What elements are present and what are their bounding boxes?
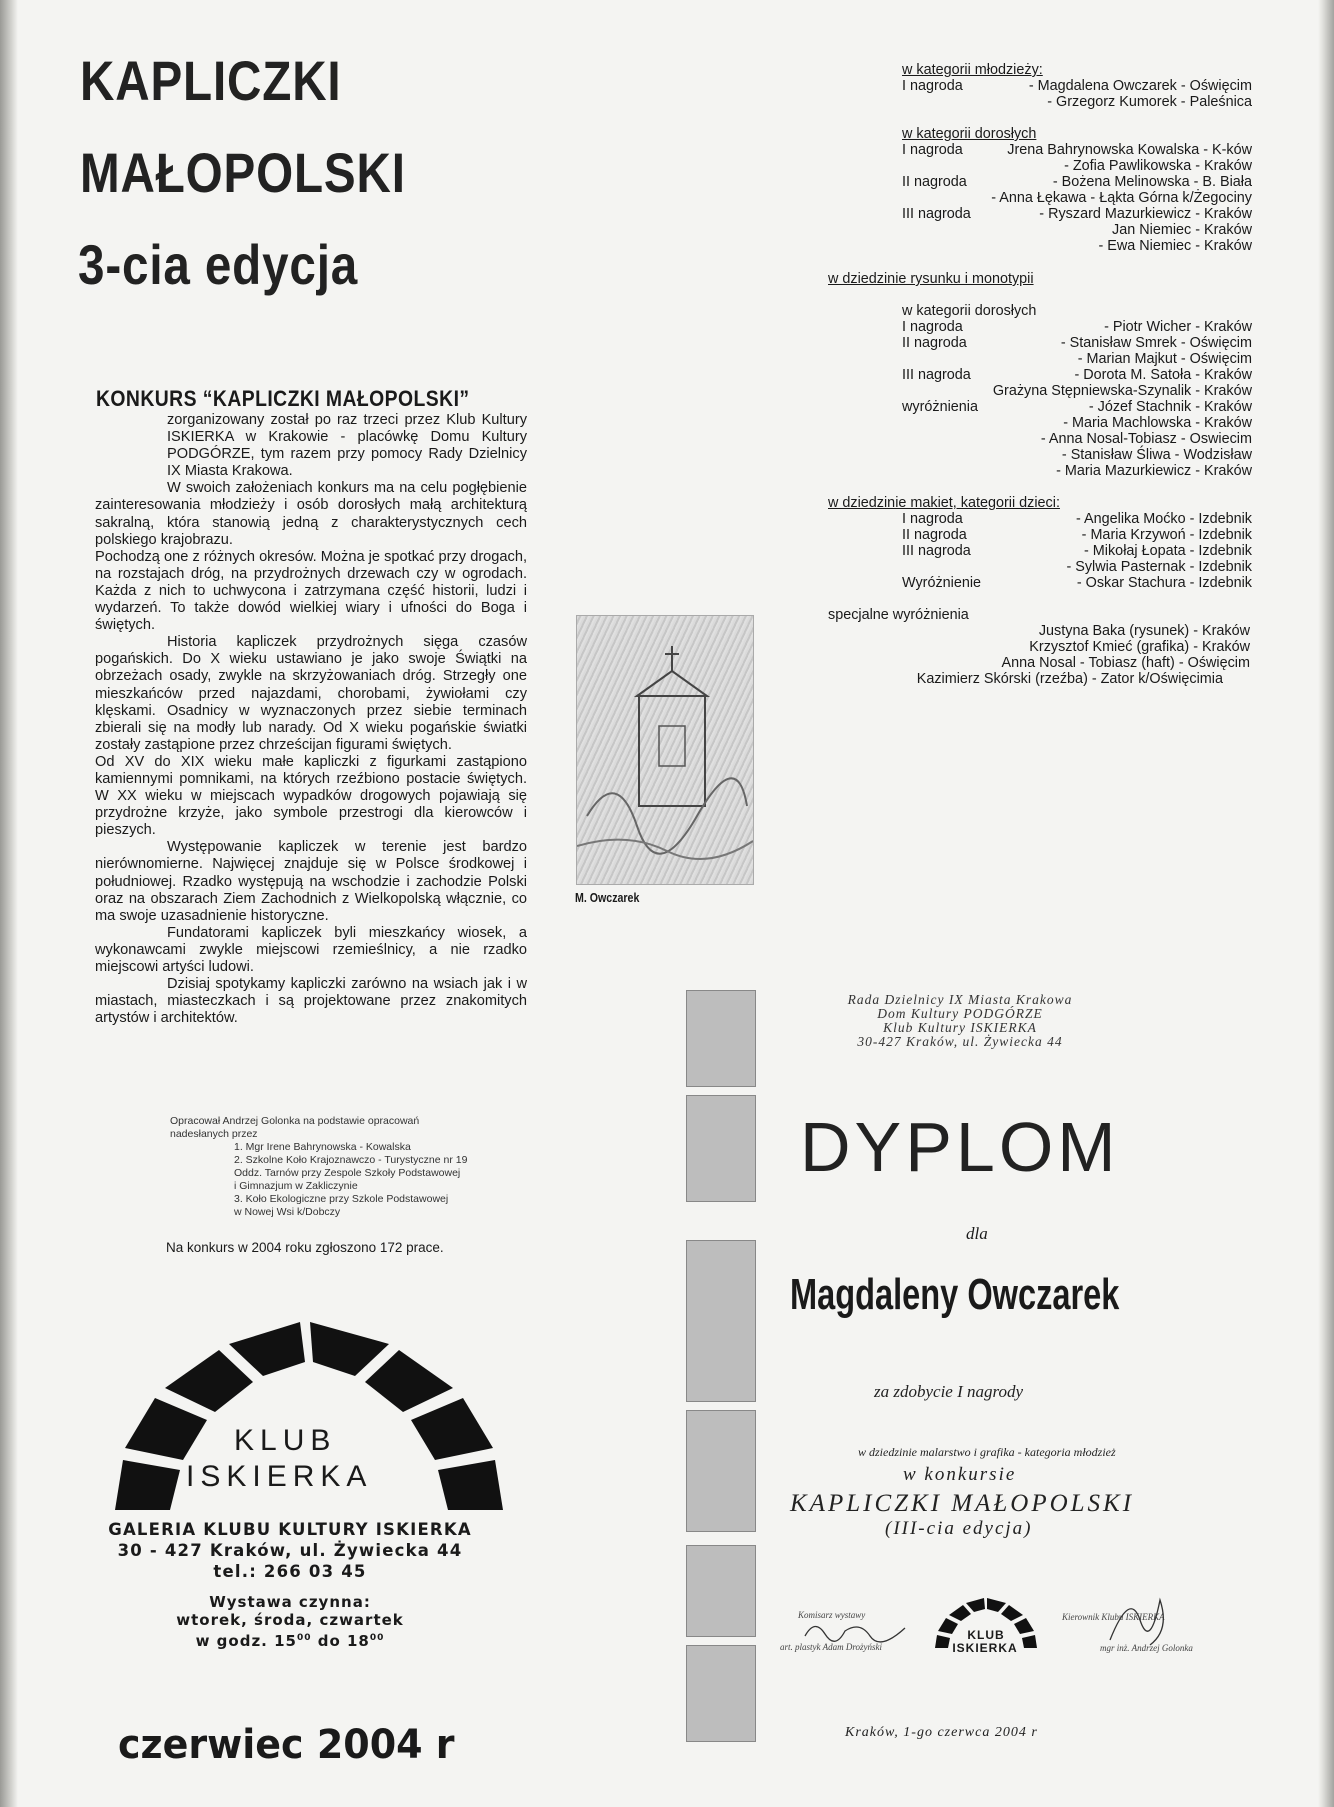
results-youth: [902, 78, 1252, 110]
article-paragraph: zorganizowany został po raz trzeci przez Klub Kultury ISKIERKA w Krakowie - placówkę Domu Kultury PODGÓRZE, tym razem przy pomocy Rady Dzielnicy IX Miasta Krakowa.: [167, 412, 527, 480]
award-label: II nagroda: [902, 335, 967, 351]
award-winner: - Ryszard Mazurkiewicz - Kraków: [1039, 206, 1252, 222]
award-label: I nagroda: [902, 319, 963, 335]
award-winner: - Angelika Moćko - Izdebnik: [1076, 511, 1252, 527]
hours-time-end: do 18: [311, 1632, 370, 1650]
award-winner: Krzysztof Kmieć (grafika) - Kraków: [1029, 639, 1250, 655]
article-paragraph: Historia kapliczek przydrożnych sięga czasów pogańskich. Do X wieku ustawiano je jako swoje Świątki na obrzeżach osady, zwykle na skrzyżowaniach dróg. Strzegły one mieszkańców przed najazdami, chorobami, żywiołami czy klęskami. Osadnicy w wyznaczonych przez siebie terminach zbierali się na modły lub narady. Od X wieku pogańskie światki zostały zastąpione przez chrześcijan figurami świętych.: [95, 634, 527, 753]
gallery-phone: tel.: 266 03 45: [213, 1562, 367, 1581]
diploma-org-2: Dom Kultury PODGÓRZE: [877, 1006, 1043, 1021]
hours-time-start-minutes: 00: [296, 1633, 312, 1643]
page-edge-left: [0, 0, 18, 1807]
article-paragraph: Występowanie kapliczek w terenie jest bardzo nierównomierne. Najwięcej znajduje się w Polsce środkowej i południowej. Rzadko występują na wschodzie i zachodzie Polski oraz na obszarach Ziem Zachodnich z Wielkopolską włącznie, co ma swoje uzasadnienie historyczne.: [95, 839, 527, 924]
results-adults-heading: w kategorii dorosłych: [902, 126, 1037, 142]
award-label: I nagroda: [902, 511, 963, 527]
award-label: I nagroda: [902, 142, 963, 158]
award-winner: - Stanisław Smrek - Oświęcim: [1060, 335, 1252, 351]
chapel-drawing-image: [576, 615, 754, 885]
hours-title: Wystawa czynna:: [209, 1593, 371, 1611]
award-winner: Anna Nosal - Tobiasz (haft) - Oświęcim: [1001, 655, 1250, 671]
results-special: [880, 623, 1250, 687]
title-line-3: 3-cia edycja: [78, 233, 359, 296]
award-winner: - Anna Łękawa - Łąkta Górna k/Żegociny: [991, 190, 1252, 206]
article-paragraph: Fundatorami kapliczek byli mieszkańcy wiosek, a wykonawcami zwykle miejscowi rzemieślnicy, a nie rzadko miejscowi artyści ludowi.: [95, 924, 527, 975]
title-line-1: KAPLICZKI: [80, 49, 342, 112]
diploma-logo-klub: KLUB: [967, 1628, 1005, 1642]
credit-line: 1. Mgr Irene Bahrynowska - Kowalska: [234, 1141, 411, 1153]
sign-left-name: art. plastyk Adam Drożyński: [780, 1642, 882, 1652]
award-winner: Jrena Bahrynowska Kowalska - K-ków: [1007, 142, 1252, 158]
award-winner: - Maria Mazurkiewicz - Kraków: [1056, 463, 1252, 479]
diploma-strip-image: [686, 1095, 756, 1202]
konkurs-note: Na konkurs w 2004 roku zgłoszono 172 prace.: [166, 1240, 444, 1255]
award-winner: - Bożena Melinowska - B. Biała: [1052, 174, 1252, 190]
diploma-title: DYPLOM: [800, 1108, 1120, 1186]
diploma-org-1: Rada Dzielnicy IX Miasta Krakowa: [847, 992, 1073, 1007]
results-drawing: [902, 319, 1252, 479]
award-winner: Grażyna Stępniewska-Szynalik - Kraków: [992, 383, 1252, 399]
gallery-name: GALERIA KLUBU KULTURY ISKIERKA: [108, 1520, 472, 1539]
award-winner: Jan Niemiec - Kraków: [1112, 222, 1252, 238]
award-label: II nagroda: [902, 174, 967, 190]
results-models-heading: w dziedzinie makiet, kategorii dzieci:: [828, 495, 1060, 511]
results-drawing-subheading: w kategorii dorosłych: [902, 303, 1037, 319]
credit-line: 2. Szkolne Koło Krajoznawczo - Turystyczne nr 19: [234, 1154, 468, 1166]
diploma-recipient: Magdaleny Owczarek: [790, 1270, 1120, 1319]
hours-time-start: w godz. 15: [195, 1632, 297, 1650]
diploma-strip-image: [686, 1645, 756, 1742]
sign-right-role: Kierownik Klubu ISKIERKA: [1062, 1612, 1165, 1622]
logo-text-iskierka: ISKIERKA: [186, 1460, 373, 1493]
results-youth-heading: w kategorii młodzieży:: [902, 62, 1043, 78]
diploma-category: w dziedzinie malarstwo i grafika - kategoria młodzież: [858, 1445, 1116, 1459]
credit-line: i Gimnazjum w Zakliczynie: [234, 1180, 358, 1192]
gallery-address: 30 - 427 Kraków, ul. Żywiecka 44: [117, 1541, 463, 1560]
award-winner: - Piotr Wicher - Kraków: [1104, 319, 1252, 335]
diploma-edition: (III-cia edycja): [885, 1518, 1033, 1539]
article-credits: [170, 1115, 530, 1219]
credit-line: nadesłanych przez: [170, 1128, 258, 1140]
award-winner: - Stanisław Śliwa - Wodzisław: [1061, 447, 1252, 463]
sign-right-name: mgr inż. Andrzej Golonka: [1100, 1643, 1193, 1653]
date-banner: czerwiec 2004 r: [118, 1722, 455, 1768]
signature-left: [800, 1616, 910, 1646]
award-winner: - Maria Machlowska - Kraków: [1063, 415, 1252, 431]
article-heading: KONKURS “KAPLICZKI MAŁOPOLSKI”: [96, 386, 470, 411]
award-winner: - Grzegorz Kumorek - Paleśnica: [1047, 94, 1252, 110]
award-winner: - Mikołaj Łopata - Izdebnik: [1084, 543, 1252, 559]
diploma-konkurs-name: KAPLICZKI MAŁOPOLSKI: [790, 1490, 1135, 1517]
diploma-konkurs: w konkursie: [903, 1464, 1017, 1485]
award-winner: - Maria Krzywoń - Izdebnik: [1081, 527, 1252, 543]
award-winner: - Oskar Stachura - Izdebnik: [1076, 575, 1252, 591]
article-body: [95, 412, 527, 1027]
award-winner: - Sylwia Pasternak - Izdebnik: [1066, 559, 1252, 575]
award-label: Wyróżnienie: [902, 575, 982, 591]
award-winner: Justyna Baka (rysunek) - Kraków: [1038, 623, 1250, 639]
award-label: III nagroda: [902, 543, 971, 559]
title-line-2: MAŁOPOLSKI: [80, 141, 406, 204]
hours-days: wtorek, środa, czwartek: [176, 1611, 404, 1629]
diploma-reason: za zdobycie I nagrody: [874, 1382, 1024, 1401]
award-winner: - Ewa Niemiec - Kraków: [1098, 238, 1252, 254]
award-winner: Kazimierz Skórski (rzeźba) - Zator k/Oświęcimia: [916, 671, 1223, 687]
results-models: [902, 511, 1252, 591]
hours-time-end-minutes: 00: [369, 1633, 385, 1643]
credit-line: Oddz. Tarnów przy Zespole Szkoły Podstawowej: [234, 1167, 461, 1179]
diploma-org-4: 30-427 Kraków, ul. Żywiecka 44: [857, 1034, 1063, 1049]
award-winner: - Anna Nosal-Tobiasz - Oswiecim: [1040, 431, 1252, 447]
award-label: II nagroda: [902, 527, 967, 543]
credit-line: 3. Koło Ekologiczne przy Szkole Podstawowej: [234, 1193, 449, 1205]
article-paragraph: W swoich założeniach konkurs ma na celu pogłębienie zainteresowania młodzieży i osób dorosłych małą architekturą sakralną, która stanowią jedną z charakterystycznych cech polskiego krajobrazu.: [95, 480, 527, 548]
diploma-org-3: Klub Kultury ISKIERKA: [883, 1020, 1037, 1035]
article-paragraph: Pochodzą one z różnych okresów. Można je spotkać przy drogach, na rozstajach dróg, na przydrożnych drzewach czy w ogrodach. Każda z nich to uchwycona i zatrzymana część historii, ludzi i wydarzeń. To także dowód wielkiej wiary i ufności do Boga i świętych.: [95, 548, 527, 634]
award-label: III nagroda: [902, 367, 971, 383]
award-label: I nagroda: [902, 78, 963, 94]
results-special-heading: specjalne wyróżnienia: [828, 607, 969, 623]
article-paragraph: Od XV do XIX wieku małe kapliczki z figurkami zastąpiono kamiennymi pomnikami, na których rzeźbiono postacie świętych. W XX wieku w miejscach wypadków drogowych pojawiają się przydrożne krzyże, jako symbole przestrogi dla kierowców i pieszych.: [95, 753, 527, 839]
award-winner: - Józef Stachnik - Kraków: [1088, 399, 1252, 415]
award-winner: - Dorota M. Satoła - Kraków: [1074, 367, 1252, 383]
credit-line: Opracował Andrzej Golonka na podstawie opracowań: [170, 1115, 420, 1127]
diploma-logo-iskierka: ISKIERKA: [952, 1641, 1018, 1655]
article-paragraph: Dzisiaj spotykamy kapliczki zarówno na wsiach jak i w miastach, miasteczkach i są projektowane przez znakomitych artystów i architektów.: [95, 976, 527, 1027]
diploma-strip-image: [686, 1240, 756, 1402]
diploma-place-date: Kraków, 1-go czerwca 2004 r: [845, 1725, 1038, 1740]
award-label: wyróżnienia: [902, 399, 978, 415]
diploma-strip-image: [686, 1410, 756, 1532]
hours-time: [70, 1630, 510, 1650]
sign-left-role: Komisarz wystawy: [798, 1610, 866, 1620]
diploma-strip-image: [686, 990, 756, 1087]
image-caption: M. Owczarek: [575, 891, 640, 905]
credit-line: w Nowej Wsi k/Dobczy: [234, 1206, 341, 1218]
signature-right: [1100, 1590, 1180, 1650]
award-winner: - Zofia Pawlikowska - Kraków: [1064, 158, 1252, 174]
page-edge-right: [1318, 0, 1334, 1807]
award-label: III nagroda: [902, 206, 971, 222]
award-winner: - Marian Majkut - Oświęcim: [1077, 351, 1252, 367]
diploma-strip-image: [686, 1545, 756, 1637]
diploma-dla: dla: [966, 1224, 988, 1243]
results-adults: [902, 142, 1252, 254]
results-drawing-heading: w dziedzinie rysunku i monotypii: [828, 271, 1034, 287]
award-winner: - Magdalena Owczarek - Oświęcim: [1028, 78, 1252, 94]
logo-text-klub: KLUB: [234, 1424, 337, 1457]
